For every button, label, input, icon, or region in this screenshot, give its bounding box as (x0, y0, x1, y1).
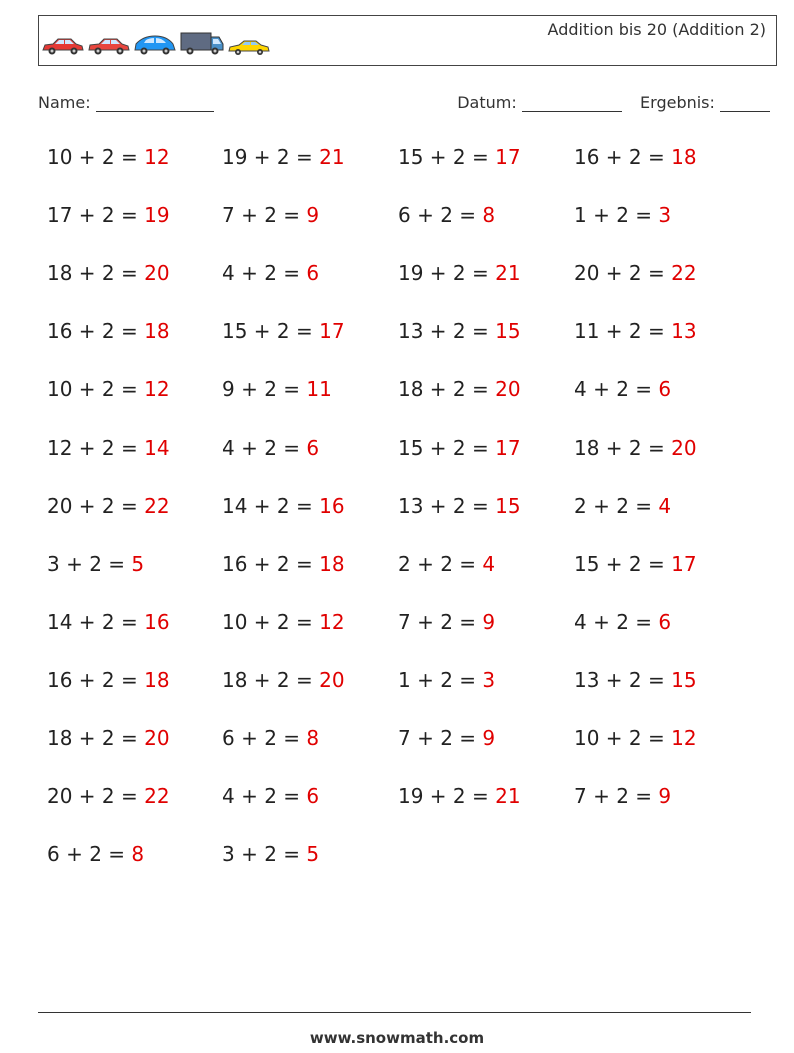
problem-answer: 14 (144, 435, 170, 460)
red-car-icon (87, 36, 131, 56)
problem-answer: 22 (144, 493, 170, 518)
problem-question: 15 + 2 = (398, 435, 496, 460)
problem-question: 18 + 2 = (47, 261, 145, 286)
problem-question: 18 + 2 = (222, 667, 320, 692)
problem-answer: 20 (319, 667, 345, 692)
problem-question: 10 + 2 = (47, 145, 145, 169)
problem-question: 15 + 2 = (574, 551, 672, 576)
problem-answer: 17 (671, 551, 697, 576)
problem-answer: 18 (144, 319, 170, 344)
problem-answer: 15 (671, 667, 697, 692)
problem-answer: 12 (671, 726, 697, 750)
problem-item (222, 726, 319, 750)
problem-question: 12 + 2 = (47, 435, 145, 460)
problem-question: 4 + 2 = (222, 435, 307, 460)
problem-answer: 19 (144, 203, 170, 228)
problem-question: 6 + 2 = (398, 203, 483, 228)
meta-row (38, 93, 770, 117)
problem-question: 20 + 2 = (47, 493, 145, 518)
problem-question: 15 + 2 = (398, 145, 496, 169)
problem-answer: 6 (658, 377, 672, 402)
worksheet-title: Addition bis 20 (Addition 2) (547, 20, 766, 39)
problem-item (574, 261, 697, 285)
problem-answer: 18 (319, 551, 345, 576)
car-icons (41, 28, 271, 56)
problem-item (47, 610, 170, 634)
problem-question: 13 + 2 = (574, 667, 672, 692)
problem-item (574, 668, 697, 692)
date-label: Datum: (457, 93, 517, 112)
problem-question: 2 + 2 = (398, 551, 483, 576)
problem-answer: 21 (495, 261, 521, 286)
problem-item (222, 261, 319, 285)
problem-question: 18 + 2 = (398, 377, 496, 402)
problem-question: 17 + 2 = (47, 203, 145, 228)
gray-van-icon (179, 30, 225, 56)
problem-answer: 6 (306, 261, 320, 286)
name-field (38, 93, 214, 112)
problem-item (398, 319, 521, 343)
problem-item (222, 319, 345, 343)
problem-question: 4 + 2 = (222, 784, 307, 809)
problem-question: 4 + 2 = (574, 609, 659, 634)
problem-item (47, 668, 170, 692)
problem-answer: 15 (495, 493, 521, 518)
problem-question: 10 + 2 = (222, 609, 320, 634)
footer-url: www.snowmath.com (309, 1029, 485, 1047)
problem-item (222, 784, 319, 808)
problem-question: 3 + 2 = (47, 551, 132, 576)
problem-question: 16 + 2 = (47, 667, 145, 692)
problem-answer: 4 (658, 493, 672, 518)
problem-item (398, 494, 521, 518)
problem-answer: 13 (671, 319, 697, 344)
problem-item (222, 610, 345, 634)
header-box (38, 15, 777, 66)
date-result-fields (457, 93, 770, 112)
problem-item (222, 842, 319, 866)
problem-answer: 21 (319, 145, 345, 169)
problem-item (47, 377, 170, 401)
blue-car-icon (133, 34, 177, 56)
problem-item (574, 319, 697, 343)
problem-answer: 9 (482, 609, 496, 634)
problem-item (574, 552, 697, 576)
problem-item (47, 203, 170, 227)
problem-question: 1 + 2 = (574, 203, 659, 228)
problem-question: 10 + 2 = (47, 377, 145, 402)
problem-answer: 17 (495, 145, 521, 169)
problem-item (47, 842, 144, 866)
problem-answer: 5 (306, 842, 320, 867)
problem-item (574, 145, 697, 169)
problem-answer: 17 (495, 435, 521, 460)
problem-question: 6 + 2 = (47, 842, 132, 867)
problem-answer: 17 (319, 319, 345, 344)
problem-question: 7 + 2 = (222, 203, 307, 228)
problem-answer: 8 (482, 203, 496, 228)
problem-answer: 12 (319, 609, 345, 634)
problem-answer: 9 (482, 726, 496, 750)
problem-item (574, 377, 671, 401)
problem-question: 16 + 2 = (47, 319, 145, 344)
problem-item (574, 610, 671, 634)
problem-answer: 12 (144, 145, 170, 169)
problem-item (222, 668, 345, 692)
problem-item (574, 203, 671, 227)
problem-answer: 20 (144, 261, 170, 286)
problem-question: 19 + 2 = (398, 261, 496, 286)
problem-question: 13 + 2 = (398, 319, 496, 344)
problem-item (574, 494, 671, 518)
problem-question: 11 + 2 = (574, 319, 672, 344)
problem-item (398, 145, 521, 169)
problem-item (47, 784, 170, 808)
problem-answer: 22 (671, 261, 697, 286)
problem-answer: 9 (306, 203, 320, 228)
problem-question: 4 + 2 = (574, 377, 659, 402)
problem-item (398, 203, 495, 227)
problem-answer: 4 (482, 551, 496, 576)
problem-answer: 18 (671, 145, 697, 169)
problem-question: 2 + 2 = (574, 493, 659, 518)
problem-item (398, 784, 521, 808)
problem-question: 3 + 2 = (222, 842, 307, 867)
problem-question: 14 + 2 = (47, 609, 145, 634)
problem-answer: 20 (144, 726, 170, 750)
problem-item (222, 436, 319, 460)
problem-question: 13 + 2 = (398, 493, 496, 518)
problem-item (47, 261, 170, 285)
problem-answer: 8 (131, 842, 145, 867)
name-label: Name: (38, 93, 91, 112)
problem-item (398, 261, 521, 285)
name-line (96, 95, 214, 112)
problem-item (222, 203, 319, 227)
problem-item (398, 726, 495, 750)
problem-answer: 3 (658, 203, 672, 228)
problem-answer: 6 (658, 609, 672, 634)
problem-answer: 5 (131, 551, 145, 576)
yellow-car-icon (227, 38, 271, 56)
problem-answer: 20 (671, 435, 697, 460)
problem-answer: 3 (482, 667, 496, 692)
problem-question: 20 + 2 = (47, 784, 145, 809)
problem-item (398, 668, 495, 692)
problem-item (47, 436, 170, 460)
problem-question: 10 + 2 = (574, 726, 672, 750)
problem-answer: 21 (495, 784, 521, 809)
problem-item (222, 552, 345, 576)
problem-item (222, 145, 345, 169)
problem-question: 19 + 2 = (222, 145, 320, 169)
problem-answer: 12 (144, 377, 170, 402)
problem-question: 16 + 2 = (574, 145, 672, 169)
problem-question: 4 + 2 = (222, 261, 307, 286)
problem-item (47, 552, 144, 576)
problem-answer: 6 (306, 784, 320, 809)
problem-question: 20 + 2 = (574, 261, 672, 286)
problem-answer: 8 (306, 726, 320, 750)
date-line (522, 95, 622, 112)
problem-item (222, 494, 345, 518)
problem-answer: 15 (495, 319, 521, 344)
result-label: Ergebnis: (640, 93, 715, 112)
problem-question: 6 + 2 = (222, 726, 307, 750)
problem-question: 19 + 2 = (398, 784, 496, 809)
result-line (720, 95, 770, 112)
red-car-icon (41, 36, 85, 56)
problem-question: 7 + 2 = (398, 609, 483, 634)
problem-item (398, 436, 521, 460)
problem-answer: 11 (306, 377, 332, 402)
problem-item (47, 145, 170, 169)
problem-question: 18 + 2 = (47, 726, 145, 750)
problem-item (222, 377, 332, 401)
problem-item (398, 377, 521, 401)
problem-item (398, 552, 495, 576)
problem-question: 18 + 2 = (574, 435, 672, 460)
problem-item (47, 726, 170, 750)
problem-question: 7 + 2 = (574, 784, 659, 809)
problem-answer: 16 (319, 493, 345, 518)
problem-item (47, 319, 170, 343)
problem-item (47, 494, 170, 518)
problem-item (574, 784, 671, 808)
problem-item (574, 726, 697, 750)
problem-question: 16 + 2 = (222, 551, 320, 576)
problem-item (398, 610, 495, 634)
problem-answer: 22 (144, 784, 170, 809)
problem-item (574, 436, 697, 460)
problem-question: 9 + 2 = (222, 377, 307, 402)
problem-answer: 9 (658, 784, 672, 809)
problem-question: 14 + 2 = (222, 493, 320, 518)
problem-question: 1 + 2 = (398, 667, 483, 692)
problem-answer: 20 (495, 377, 521, 402)
problem-question: 15 + 2 = (222, 319, 320, 344)
footer-divider (38, 1012, 751, 1013)
problem-answer: 16 (144, 609, 170, 634)
problem-answer: 18 (144, 667, 170, 692)
problem-question: 7 + 2 = (398, 726, 483, 750)
problem-answer: 6 (306, 435, 320, 460)
